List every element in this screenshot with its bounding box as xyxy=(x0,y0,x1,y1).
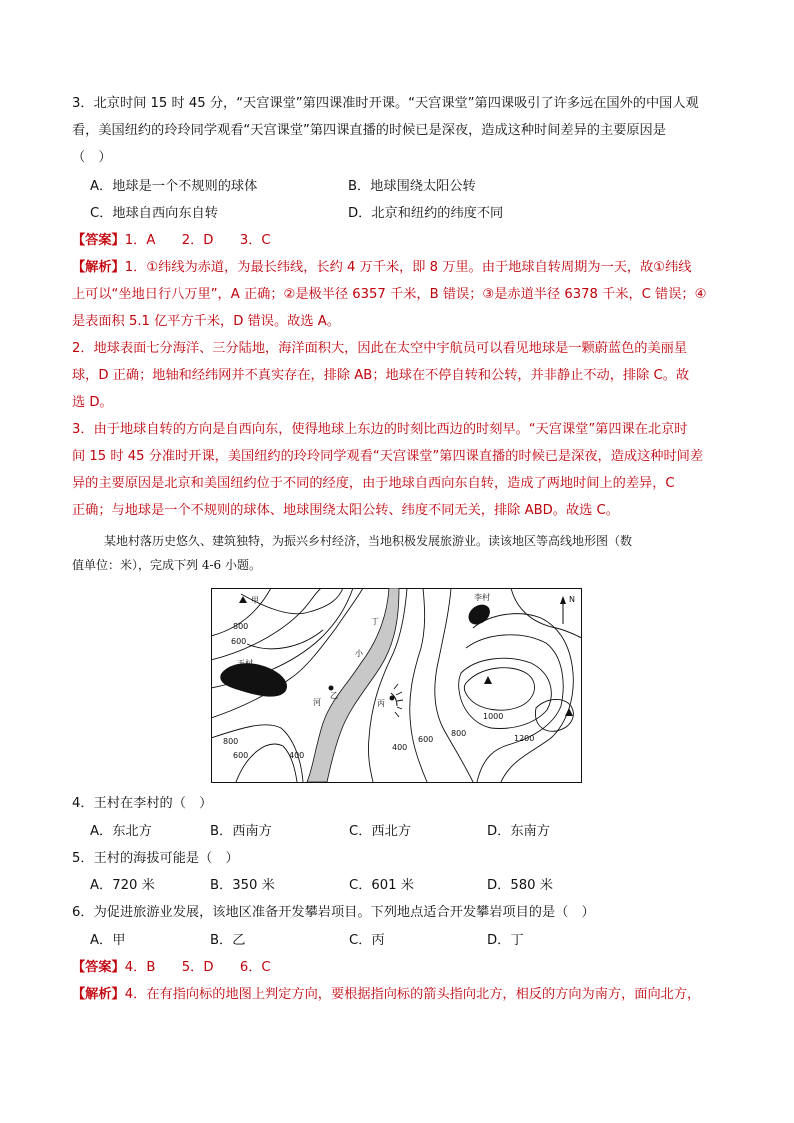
q4-stem: 4．王村在李村的（ ） xyxy=(72,796,213,811)
q3-option-a: A．地球是一个不规则的球体 xyxy=(90,179,258,194)
q5-stem: 5．王村的海拔可能是（ ） xyxy=(72,851,239,866)
q3-option-c: C．地球自西向东自转 xyxy=(90,206,218,221)
intro-line2: 值单位：米），完成下列 4-6 小题。 xyxy=(72,558,261,572)
answer-1-3 xyxy=(72,232,271,250)
analysis-line: 正确；与地球是一个不规则的球体、地球围绕太阳公转、纬度不同无关，排除 ABD。故选 C。 xyxy=(72,503,619,518)
q6-option-c: C．丙 xyxy=(349,933,385,948)
q5-option-d: D．580 米 xyxy=(487,878,553,893)
answer-tag: 【答案】 xyxy=(72,960,125,975)
contour-label-800: 800 xyxy=(233,622,249,631)
answer-tag: 【答案】 xyxy=(72,233,125,248)
contour-label-1000: 1000 xyxy=(483,712,504,721)
label-xiao: 小 xyxy=(355,649,363,658)
q5-option-b: B．350 米 xyxy=(210,878,275,893)
analysis-text: 1．①纬线为赤道，为最长纬线，长约 4 万千米，即 8 万里。由于地球自转周期为一天，故①纬线 xyxy=(124,260,692,275)
q3-stem-line1: 3．北京时间 15 时 45 分，“天宫课堂”第四课准时开课。“天宫课堂”第四课吸引了许多远在国外的中国人观 xyxy=(72,96,699,111)
analysis-line: 选 D。 xyxy=(72,395,113,410)
q3-option-d: D．北京和纽约的纬度不同 xyxy=(348,206,504,221)
q3-option-b: B．地球围绕太阳公转 xyxy=(348,179,476,194)
analysis-line xyxy=(72,986,700,1004)
label-li-village: 李村 xyxy=(474,593,490,602)
q3-stem-line3: （ ） xyxy=(72,150,112,165)
intro-line1: 某地村落历史悠久、建筑独特，为振兴乡村经济，当地积极发展旅游业。读该地区等高线地形图（数 xyxy=(104,534,633,548)
q5-option-c: C．601 米 xyxy=(349,878,414,893)
q3-stem-line2: 看，美国纽约的玲玲同学观看“天宫课堂”第四课直播的时候已是深夜，造成这种时间差异的主要原因是 xyxy=(72,123,666,138)
contour-label-600: 600 xyxy=(418,735,434,744)
analysis-line: 上可以“坐地日行八万里”，A 正确；②是极半径 6357 千米，B 错误；③是赤道半径 6378 千米，C 错误；④ xyxy=(72,287,707,302)
analysis-line: 间 15 时 45 分准时开课，美国纽约的玲玲同学观看“天宫课堂”第四课直播的时候已是深夜，造成这种时间差 xyxy=(72,449,704,464)
label-bing: 丙 xyxy=(377,699,385,708)
analysis-line xyxy=(72,259,691,277)
contour-label-400: 400 xyxy=(289,751,305,760)
contour-label-1200: 1200 xyxy=(514,734,535,743)
label-he: 河 xyxy=(313,698,321,707)
analysis-line: 3．由于地球自转的方向是自西向东，使得地球上东边的时刻比西边的时刻早。“天宫课堂”第四课在北京时 xyxy=(72,422,688,437)
analysis-line: 异的主要原因是北京和美国纽约位于不同的经度，由于地球自西向东自转，造成了两地时间上的差异，C xyxy=(72,476,675,491)
analysis-text: 4．在有指向标的地图上判定方向，要根据指向标的箭头指向北方，相反的方向为南方，面向北方， xyxy=(124,987,701,1002)
q4-option-c: C．西北方 xyxy=(349,824,411,839)
label-ding: 丁 xyxy=(371,617,379,626)
q6-option-b: B．乙 xyxy=(210,933,246,948)
answer-text: 1．A 2．D 3．C xyxy=(124,233,271,248)
label-yi: 乙 xyxy=(330,691,338,700)
contour-label-600: 600 xyxy=(233,751,249,760)
analysis-line: 2．地球表面七分海洋、三分陆地，海洋面积大，因此在太空中宇航员可以看见地球是一颗蔚蓝色的美丽星 xyxy=(72,341,688,356)
contour-label-400: 400 xyxy=(392,743,408,752)
q5-option-a: A．720 米 xyxy=(90,878,155,893)
q6-option-d: D．丁 xyxy=(487,933,524,948)
label-wang-village: 王村 xyxy=(237,659,253,668)
q4-option-a: A．东北方 xyxy=(90,824,152,839)
answer-4-6 xyxy=(72,959,271,977)
q4-option-b: B．西南方 xyxy=(210,824,272,839)
answer-text: 4．B 5．D 6．C xyxy=(124,960,271,975)
point-bing xyxy=(390,696,395,701)
analysis-line: 球，D 正确；地轴和经纬网并不真实存在，排除 AB；地球在不停自转和公转，并非静止不动，排除 C。故 xyxy=(72,368,690,383)
contour-label-800: 800 xyxy=(223,737,239,746)
label-jia: 甲 xyxy=(251,596,259,605)
analysis-line: 是表面积 5.1 亿平方千米，D 错误。故选 A。 xyxy=(72,314,340,329)
q4-option-d: D．东南方 xyxy=(487,824,550,839)
q6-stem: 6．为促进旅游业发展，该地区准备开发攀岩项目。下列地点适合开发攀岩项目的是（ ） xyxy=(72,905,595,920)
analysis-tag: 【解析】 xyxy=(72,987,125,1002)
point-yi xyxy=(329,686,334,691)
label-north: N xyxy=(569,595,575,604)
contour-label-600: 600 xyxy=(231,637,247,646)
analysis-tag: 【解析】 xyxy=(72,260,125,275)
q6-option-a: A．甲 xyxy=(90,933,126,948)
contour-map xyxy=(211,588,582,783)
contour-label-800: 800 xyxy=(451,729,467,738)
